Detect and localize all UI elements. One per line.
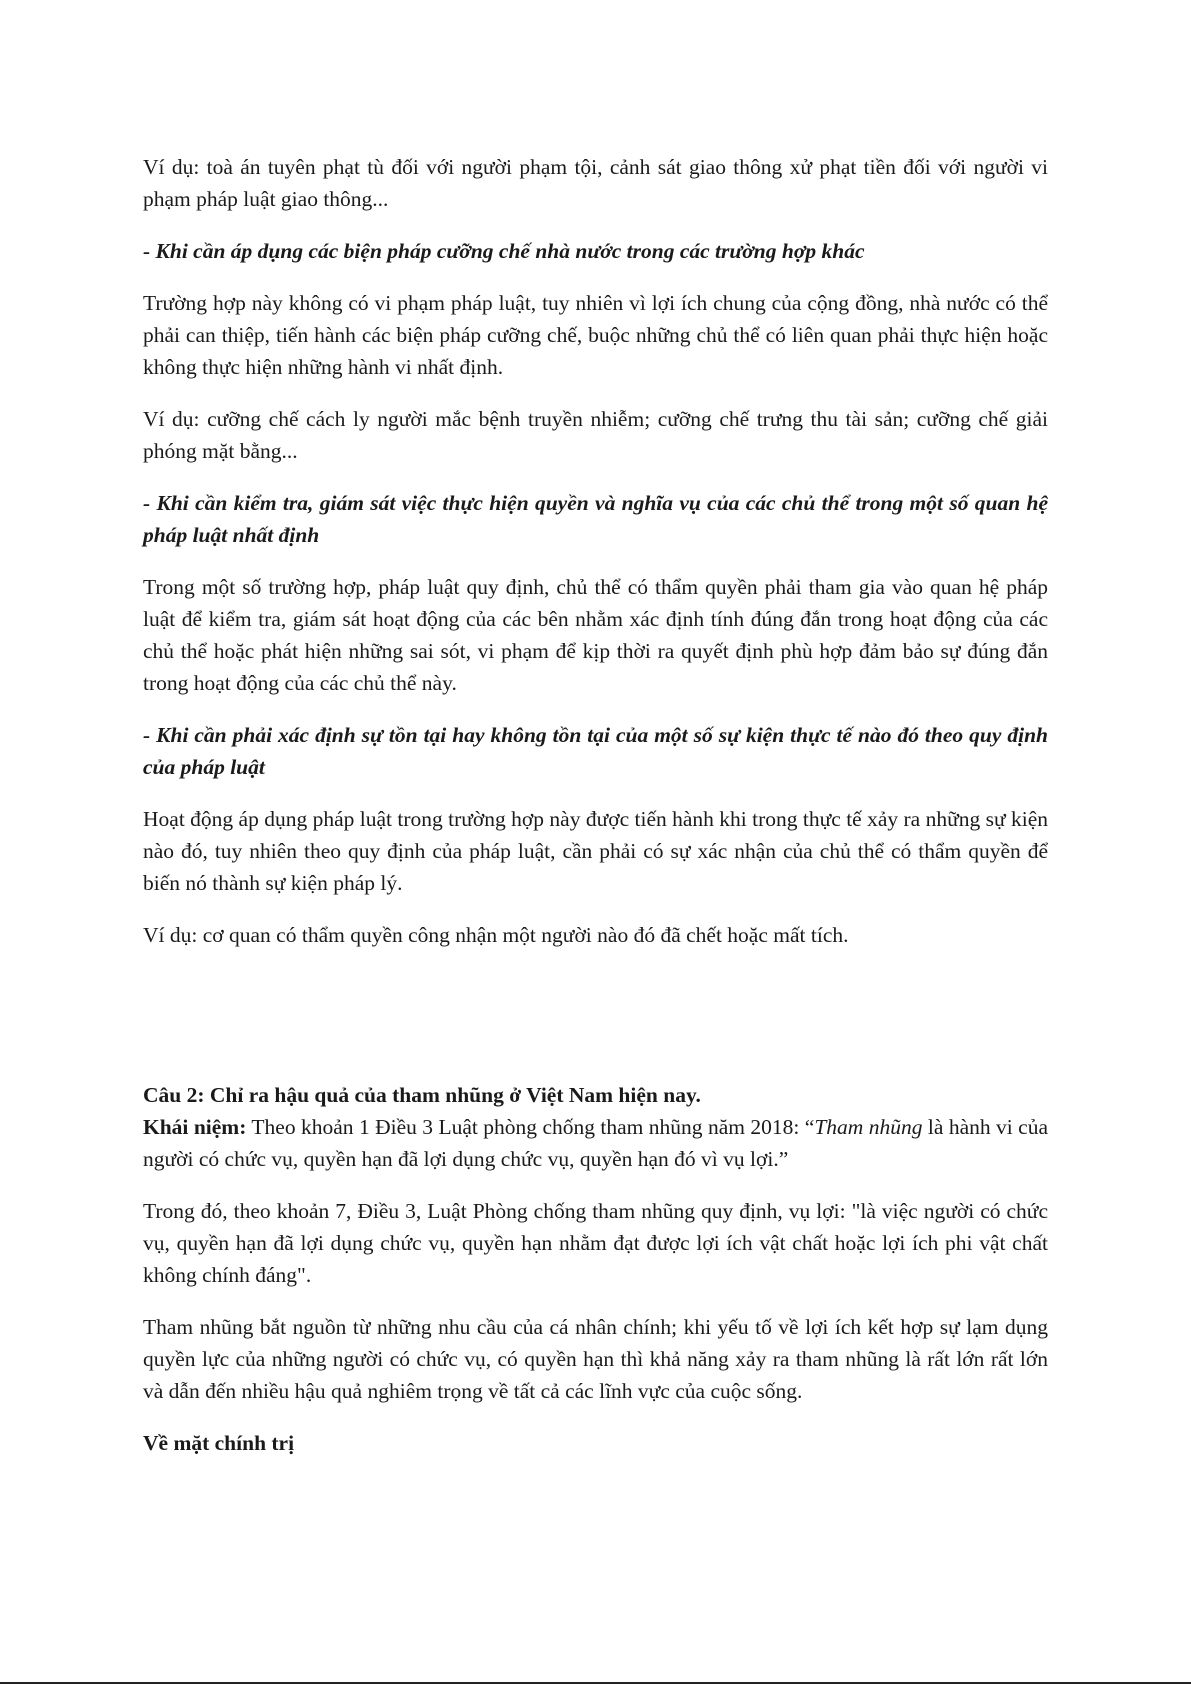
concept-text-pre: Theo khoản 1 Điều 3 Luật phòng chống tham nhũng năm 2018: “ (246, 1115, 815, 1139)
concept-label: Khái niệm: (143, 1115, 247, 1139)
paragraph-no-violation: Trường hợp này không có vi phạm pháp luật, tuy nhiên vì lợi ích chung của cộng đồng, nhà nước có thể phải can thiệp, tiến hành các biện pháp cưỡng chế, buộc những chủ thể có liên quan phải thực hiện hoặc không thực hiện những hành vi nhất định. (143, 291, 1048, 379)
example-paragraph-3: Ví dụ: cơ quan có thẩm quyền công nhận một người nào đó đã chết hoặc mất tích. (143, 923, 849, 947)
question-2-title: Câu 2: Chỉ ra hậu quả của tham nhũng ở Việt Nam hiện nay. (143, 1083, 701, 1107)
paragraph-self-interest: Trong đó, theo khoản 7, Điều 3, Luật Phòng chống tham nhũng quy định, vụ lợi: "là việc người có chức vụ, quyền hạn đã lợi dụng chức vụ, quyền hạn nhằm đạt được lợi ích vật chất hoặc lợi ích phi vật chất không chính đáng". (143, 1199, 1048, 1287)
heading-inspection-supervision: - Khi cần kiểm tra, giám sát việc thực hiện quyền và nghĩa vụ của các chủ thể trong một số quan hệ pháp luật nhất định (143, 491, 1048, 547)
paragraph-corruption-origin: Tham nhũng bắt nguồn từ những nhu cầu của cá nhân chính; khi yếu tố về lợi ích kết hợp sự lạm dụng quyền lực của những người có chức vụ, có quyền hạn thì khả năng xảy ra tham nhũng là rất lớn rất lớn và dẫn đến nhiều hậu quả nghiêm trọng về tất cả các lĩnh vực của cuộc sống. (143, 1315, 1048, 1403)
heading-determine-facts: - Khi cần phải xác định sự tồn tại hay không tồn tại của một số sự kiện thực tế nào đó theo quy định của pháp luật (143, 723, 1048, 779)
page-bottom-border (0, 1682, 1191, 1684)
paragraph-inspection: Trong một số trường hợp, pháp luật quy định, chủ thể có thẩm quyền phải tham gia vào quan hệ pháp luật để kiểm tra, giám sát hoạt động của các bên nhằm xác định tính đúng đắn trong hoạt động của các chủ thể hoặc phát hiện những sai sót, vi phạm để kịp thời ra quyết định phù hợp đảm bảo sự đúng đắn trong hoạt động của các chủ thể này. (143, 575, 1048, 695)
heading-enforcement-other-cases: - Khi cần áp dụng các biện pháp cưỡng chế nhà nước trong các trường hợp khác (143, 239, 865, 263)
subheading-political: Về mặt chính trị (143, 1431, 295, 1455)
example-paragraph-2: Ví dụ: cưỡng chế cách ly người mắc bệnh truyền nhiễm; cưỡng chế trưng thu tài sản; cưỡng chế giải phóng mặt bằng... (143, 407, 1048, 463)
document-page (143, 151, 1048, 1459)
concept-term: Tham nhũng (814, 1115, 923, 1139)
paragraph-determine-facts: Hoạt động áp dụng pháp luật trong trường hợp này được tiến hành khi trong thực tế xảy ra những sự kiện nào đó, tuy nhiên theo quy định của pháp luật, cần phải có sự xác nhận của chủ thể có thẩm quyền để biến nó thành sự kiện pháp lý. (143, 807, 1049, 895)
concept-text-post: là hành vi của người có chức vụ, quyền hạn đã lợi dụng chức vụ, quyền hạn đó vì vụ lợi.” (143, 1115, 1049, 1171)
example-paragraph-1: Ví dụ: toà án tuyên phạt tù đối với người phạm tội, cảnh sát giao thông xử phạt tiền đối với người vi phạm pháp luật giao thông... (143, 155, 1048, 211)
concept-paragraph (143, 1111, 1048, 1175)
